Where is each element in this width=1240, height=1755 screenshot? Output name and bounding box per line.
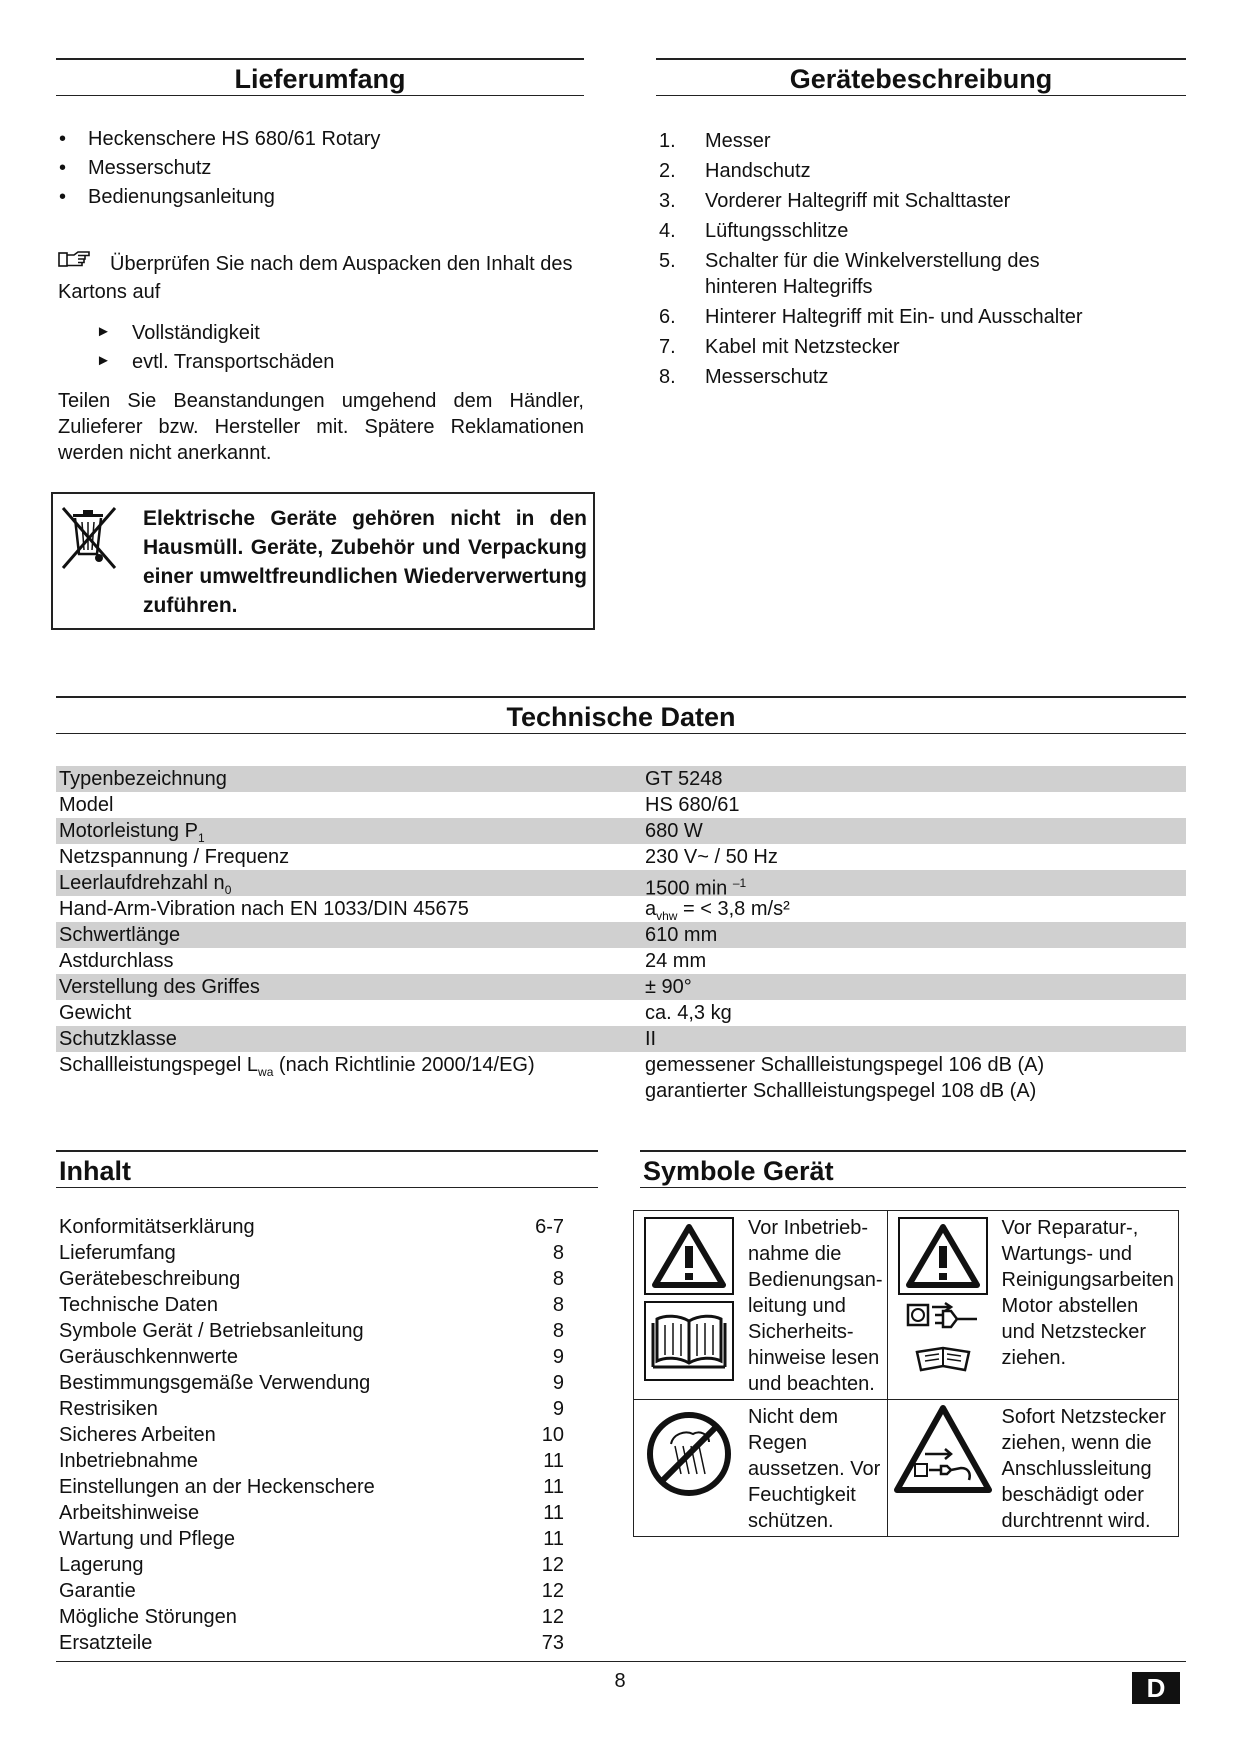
table-row: Schallleistungspegel $L_{wa}$ (nach Richtlinie 2000/14/EG) gemessener Schallleistungspegel 106 dB (A) garantierter Schallleistungspegel 108 dB (A) [59, 1054, 1045, 1102]
unpack-note [58, 250, 588, 305]
disposal-warning-text: Elektrische Geräte gehören nicht in den Hausmüll. Geräte, Zubehör und Verpackung einer umweltfreundlichen Wiederverwertung zuführen. [143, 507, 587, 617]
symbol-text: Sofort Netzstecker ziehen, wenn die Anschlussleitung beschädigt oder durchtrennt wird. [1001, 1406, 1167, 1532]
symbole-title: Symbole Gerät [640, 1150, 1186, 1188]
table-row: Leerlaufdrehzahl $n_0$ 1500 min $^{-1}$ [56, 870, 1186, 896]
table-row: Astdurchlass 24 mm [59, 950, 707, 972]
table-row: Hand-Arm-Vibration nach EN 1033/DIN 45675 $a_{vhw}$ = < 3,8 m/s² [59, 898, 790, 923]
language-badge: D [1132, 1672, 1180, 1704]
toc-row: Ersatzteile 73 [59, 1632, 564, 1654]
table-of-contents [59, 1214, 564, 1656]
list-item: 3. Vorderer Haltegriff mit Schalttaster [659, 190, 1011, 212]
parts-list [659, 128, 1159, 394]
symbol-cell [634, 1400, 888, 1537]
list-item: 1. Messer [659, 130, 771, 152]
table-row: Gewicht ca. 4,3 kg [59, 1002, 732, 1024]
list-item: ► Vollständigkeit [96, 322, 260, 344]
toc-row: Wartung und Pflege 11 [59, 1528, 564, 1550]
table-row: Typenbezeichnung GT 5248 [56, 766, 1186, 792]
toc-row: Restrisiken 9 [59, 1398, 564, 1420]
symbol-cell [887, 1211, 1178, 1400]
disposal-warning-box [51, 492, 595, 630]
table-row: Model HS 680/61 [59, 794, 740, 816]
toc-row: Einstellungen an der Heckenschere 11 [59, 1476, 564, 1498]
toc-row: Technische Daten 8 [59, 1294, 564, 1316]
check-list [96, 320, 576, 378]
list-item: 5. Schalter für die Winkelverstellung des hinteren Haltegriffs [659, 250, 1040, 298]
list-item: • Messerschutz [56, 155, 584, 184]
toc-row: Mögliche Störungen 12 [59, 1606, 564, 1628]
table-row: Schwertlänge 610 mm [56, 922, 1186, 948]
symbol-text: Vor Inbetrieb-nahme die Bedienungsan-leitung und Sicherheits-hinweise lesen und beachten. [748, 1217, 883, 1395]
crossed-bin-icon [53, 494, 143, 579]
unpack-note-line2: Kartons auf [58, 281, 161, 303]
damaged-cable-warning-icon [893, 1404, 993, 1503]
toc-row: Arbeitshinweise 11 [59, 1502, 564, 1524]
arrow-right-icon: ► [96, 323, 111, 340]
symbols-table [633, 1210, 1179, 1537]
lieferumfang-list [56, 126, 584, 213]
toc-row: Lieferumfang 8 [59, 1242, 564, 1264]
table-row: Motorleistung $P_1$ 680 W [56, 818, 1186, 844]
inhalt-title: Inhalt [56, 1150, 598, 1188]
pointing-hand-icon [58, 250, 98, 277]
no-rain-icon [645, 1410, 733, 1505]
manual-page-icon [913, 1344, 973, 1379]
arrow-right-icon: ► [96, 352, 111, 369]
bottom-divider [56, 1661, 1186, 1662]
list-item: 7. Kabel mit Netzstecker [659, 336, 900, 358]
symbol-text: Vor Reparatur-, Wartungs- und Reinigungsarbeiten Motor abstellen und Netzstecker ziehen. [1001, 1217, 1174, 1369]
complaint-paragraph: Teilen Sie Beanstandungen umgehend dem Händler, Zulieferer bzw. Hersteller mit. Spätere Reklamationen werden nicht anerkannt. [58, 390, 584, 464]
lieferumfang-title: Lieferumfang [56, 58, 584, 96]
list-item: 4. Lüftungsschlitze [659, 220, 849, 242]
geraetebeschreibung-title: Gerätebeschreibung [656, 58, 1186, 96]
list-item: 6. Hinterer Haltegriff mit Ein- und Ausschalter [659, 306, 1083, 328]
table-row: Verstellung des Griffes ± 90° [56, 974, 1186, 1000]
list-item: ► evtl. Transportschäden [96, 351, 335, 373]
toc-row: Bestimmungsgemäße Verwendung 9 [59, 1372, 564, 1394]
toc-row: Konformitätserklärung 6-7 [59, 1216, 564, 1238]
warning-triangle-icon [644, 1217, 734, 1295]
list-item: 8. Messerschutz [659, 366, 829, 388]
unplug-icon [905, 1301, 981, 1338]
toc-row: Sicheres Arbeiten 10 [59, 1424, 564, 1446]
list-item: • Heckenschere HS 680/61 Rotary [56, 126, 584, 155]
page-number: 8 [614, 1670, 626, 1692]
tech-data-table [56, 766, 1186, 1104]
symbol-text: Nicht dem Regen aussetzen. Vor Feuchtigkeit schützen. [748, 1406, 881, 1532]
technische-daten-title: Technische Daten [56, 696, 1186, 734]
book-manual-icon [644, 1301, 734, 1381]
table-row: Netzspannung / Frequenz 230 V~ / 50 Hz [59, 846, 778, 868]
toc-row: Lagerung 12 [59, 1554, 564, 1576]
table-row: Schutzklasse II [56, 1026, 1186, 1052]
symbol-cell [887, 1400, 1178, 1537]
toc-row: Inbetriebnahme 11 [59, 1450, 564, 1472]
list-item: 2. Handschutz [659, 160, 811, 182]
toc-row: Symbole Gerät / Betriebsanleitung 8 [59, 1320, 564, 1342]
symbol-cell [634, 1211, 888, 1400]
toc-row: Garantie 12 [59, 1580, 564, 1602]
warning-triangle-icon [898, 1217, 988, 1295]
list-item: • Bedienungsanleitung [56, 184, 584, 213]
toc-row: Geräuschkennwerte 9 [59, 1346, 564, 1368]
unpack-note-line1: Überprüfen Sie nach dem Auspacken den Inhalt des [110, 252, 573, 275]
toc-row: Gerätebeschreibung 8 [59, 1268, 564, 1290]
